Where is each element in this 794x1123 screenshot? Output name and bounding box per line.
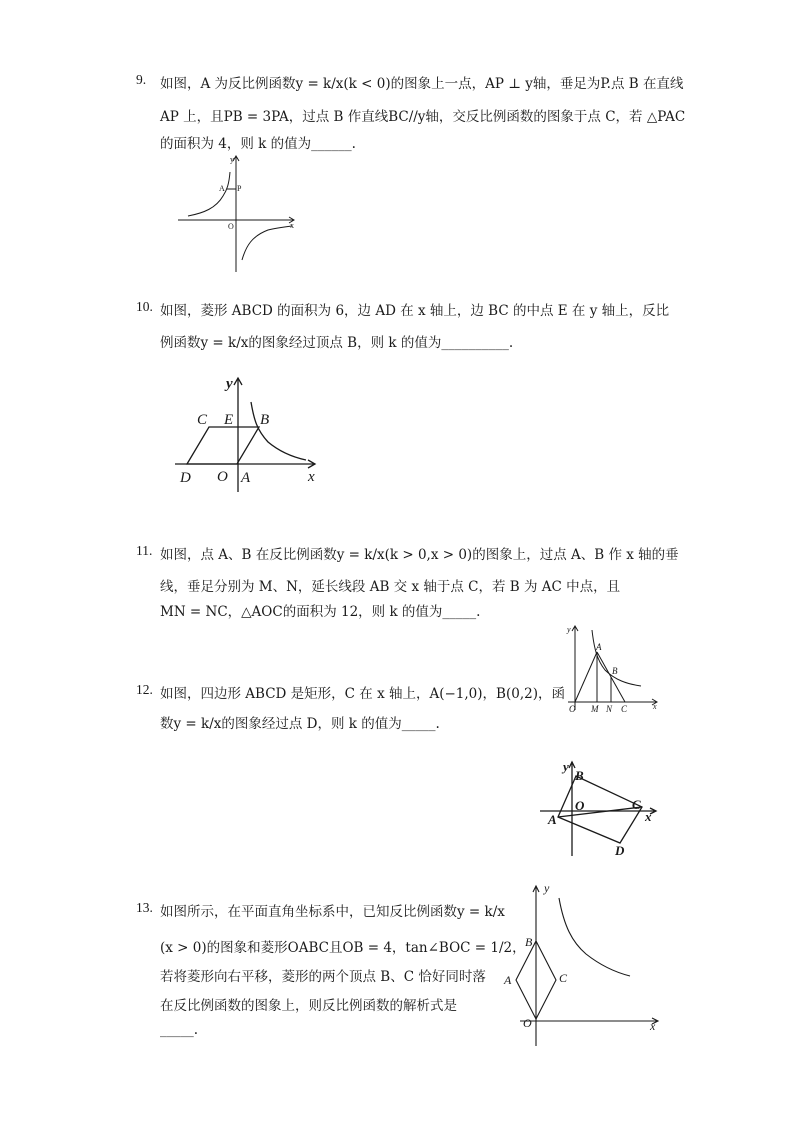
question-text-line: 如图，菱形 ABCD 的面积为 6，边 AD 在 x 轴上，边 BC 的中点 E 在 y 轴上，反比 xyxy=(160,303,670,319)
label-b: B xyxy=(575,768,584,783)
label-o: O xyxy=(575,798,585,813)
question-text-line: 的面积为 4，则 k 的值为______. xyxy=(160,136,356,152)
label-x: x xyxy=(645,809,652,824)
rhombus-abcd xyxy=(187,427,259,464)
question-text-line: 若将菱形向右平移，菱形的两个顶点 B、C 恰好同时落 xyxy=(160,969,486,985)
label-y: y xyxy=(230,155,234,164)
label-y: y xyxy=(563,759,569,774)
figure-q9 xyxy=(170,150,300,275)
question-text-line: _____. xyxy=(160,1022,199,1038)
label-d: D xyxy=(180,470,191,486)
question-number: 9. xyxy=(136,72,147,87)
label-a: A xyxy=(548,812,557,827)
curve-branch-upper xyxy=(188,172,230,216)
label-o: O xyxy=(228,222,234,231)
label-b: B xyxy=(260,412,270,428)
label-p: P xyxy=(237,184,242,193)
question-text-line: 数y = k/x的图象经过点 D，则 k 的值为_____. xyxy=(160,716,440,732)
label-o: O xyxy=(523,1016,532,1030)
question-text-line: (x > 0)的图象和菱形OABC且OB = 4，tan∠BOC = 1/2， xyxy=(160,940,526,956)
label-y: y xyxy=(544,881,550,895)
question-text-line: 在反比例函数的图象上，则反比例函数的解析式是 xyxy=(160,998,457,1014)
figure-q10 xyxy=(170,372,325,492)
label-a: A xyxy=(596,642,602,652)
label-a: A xyxy=(241,470,251,486)
question-text-line: 如图，A 为反比例函数y = k/x(k < 0)的图象上一点，AP ⊥ y轴，垂足为P.点 B 在直线 xyxy=(160,76,684,92)
question-number: 12. xyxy=(136,682,153,697)
label-c: C xyxy=(559,971,568,985)
question-text-line: 如图，四边形 ABCD 是矩形，C 在 x 轴上，A(−1,0)，B(0,2)，函 xyxy=(160,686,565,702)
label-y: y xyxy=(567,625,571,634)
label-c: C xyxy=(197,412,208,428)
segment-oa xyxy=(575,652,597,702)
rectangle-abcd xyxy=(558,776,642,843)
figure-q11 xyxy=(565,622,660,714)
question-text-line: AP 上，且PB = 3PA，过点 B 作直线BC//y轴，交反比例函数的图象于点 C，若 △PAC xyxy=(160,109,686,125)
figure-q13 xyxy=(500,880,665,1050)
label-x: x xyxy=(653,702,657,711)
question-text-line: 线，垂足分别为 M、N，延长线段 AB 交 x 轴于点 C，若 B 为 AC 中点，且 xyxy=(160,579,621,595)
question-text-line: 如图，点 A、B 在反比例函数y = k/x(k > 0,x > 0)的图象上，过点 A、B 作 x 轴的垂 xyxy=(160,547,679,563)
label-y: y xyxy=(226,376,233,392)
label-x: x xyxy=(290,221,294,230)
curve-branch xyxy=(251,402,306,460)
question-text-line: 如图所示，在平面直角坐标系中，已知反比例函数y = k/x xyxy=(160,904,505,920)
label-m: M xyxy=(591,704,599,714)
diagonal-ac xyxy=(558,807,642,817)
label-b: B xyxy=(525,935,533,949)
label-d: D xyxy=(615,843,625,858)
label-x: x xyxy=(308,469,315,485)
label-a: A xyxy=(504,973,512,987)
question-text-line: MN = NC，△AOC的面积为 12，则 k 的值为_____. xyxy=(160,604,481,620)
question-number: 11. xyxy=(136,543,153,558)
question-text-line: 例函数y = k/x的图象经过顶点 B，则 k 的值为__________. xyxy=(160,335,514,351)
label-o: O xyxy=(217,469,228,485)
label-c: C xyxy=(621,704,628,714)
curve-branch-lower xyxy=(242,226,292,260)
curve-branch xyxy=(559,898,630,976)
figure-q12 xyxy=(536,758,661,858)
label-c: C xyxy=(632,797,641,812)
label-b: B xyxy=(612,666,618,676)
label-e: E xyxy=(224,412,234,428)
question-number: 13. xyxy=(136,900,153,915)
label-n: N xyxy=(606,704,613,714)
question-number: 10. xyxy=(136,299,153,314)
label-o: O xyxy=(569,704,576,714)
label-x: x xyxy=(650,1019,656,1033)
label-a: A xyxy=(219,184,225,193)
curve-branch xyxy=(592,630,641,686)
